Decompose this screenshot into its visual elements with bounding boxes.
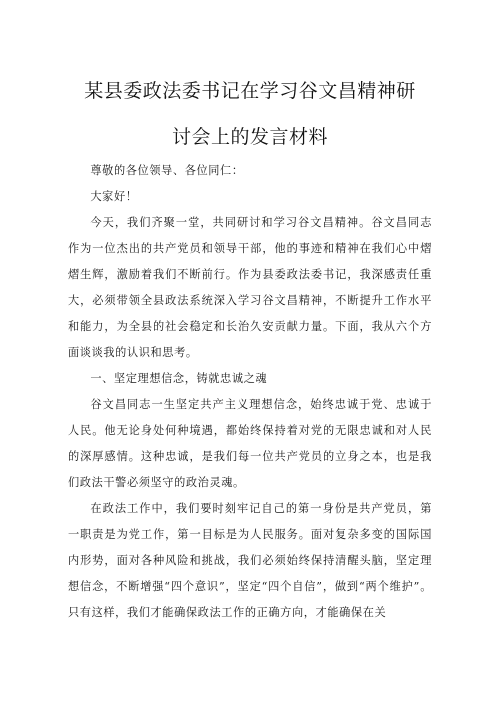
body-paragraph: 谷文昌同志一生坚定共产主义理想信念，始终忠诚于党、忠诚于人民。他无论身处何种境遇，都始终保持着对党的无限忠诚和对人民的深厚感情。这种忠诚，是我们每一位共产党员的立身之本，也是我们政法干警必须坚守的政治灵魂。 xyxy=(68,398,432,489)
greeting: 大家好！ xyxy=(90,190,138,203)
body-paragraph: 今天，我们齐聚一堂，共同研讨和学习谷文昌精神。谷文昌同志作为一位杰出的共产党员和领导干部，他的事迹和精神在我们心中熠熠生辉，激励着我们不断前行。作为县委政法委书记，我深感责任重大，必须带领全县政法系统深入学习谷文昌精神，不断提升工作水平和能力，为全县的社会稳定和长治久安贡献力量。下面，我从六个方面谈谈我的认识和思考。 xyxy=(68,216,432,359)
document-title-line-2: 讨会上的发言材料 xyxy=(171,126,328,148)
body-paragraph: 在政法工作中，我们要时刻牢记自己的第一身份是共产党员，第一职责是为党工作，第一目标是为人民服务。面对复杂多变的国际国内形势，面对各种风险和挑战，我们必须始终保持清醒头脑，坚定理想信念，不断增强“四个意识”，坚定“四个自信”，做到“两个维护”。只有这样，我们才能确保政法工作的正确方向，才能确保在关 xyxy=(68,502,432,619)
document-title-line-1: 某县委政法委书记在学习谷文昌精神研 xyxy=(84,80,416,102)
salutation: 尊敬的各位领导、各位同仁： xyxy=(90,164,244,177)
section-heading: 一、坚定理想信念，铸就忠诚之魂 xyxy=(90,372,268,385)
document-body xyxy=(68,158,432,626)
